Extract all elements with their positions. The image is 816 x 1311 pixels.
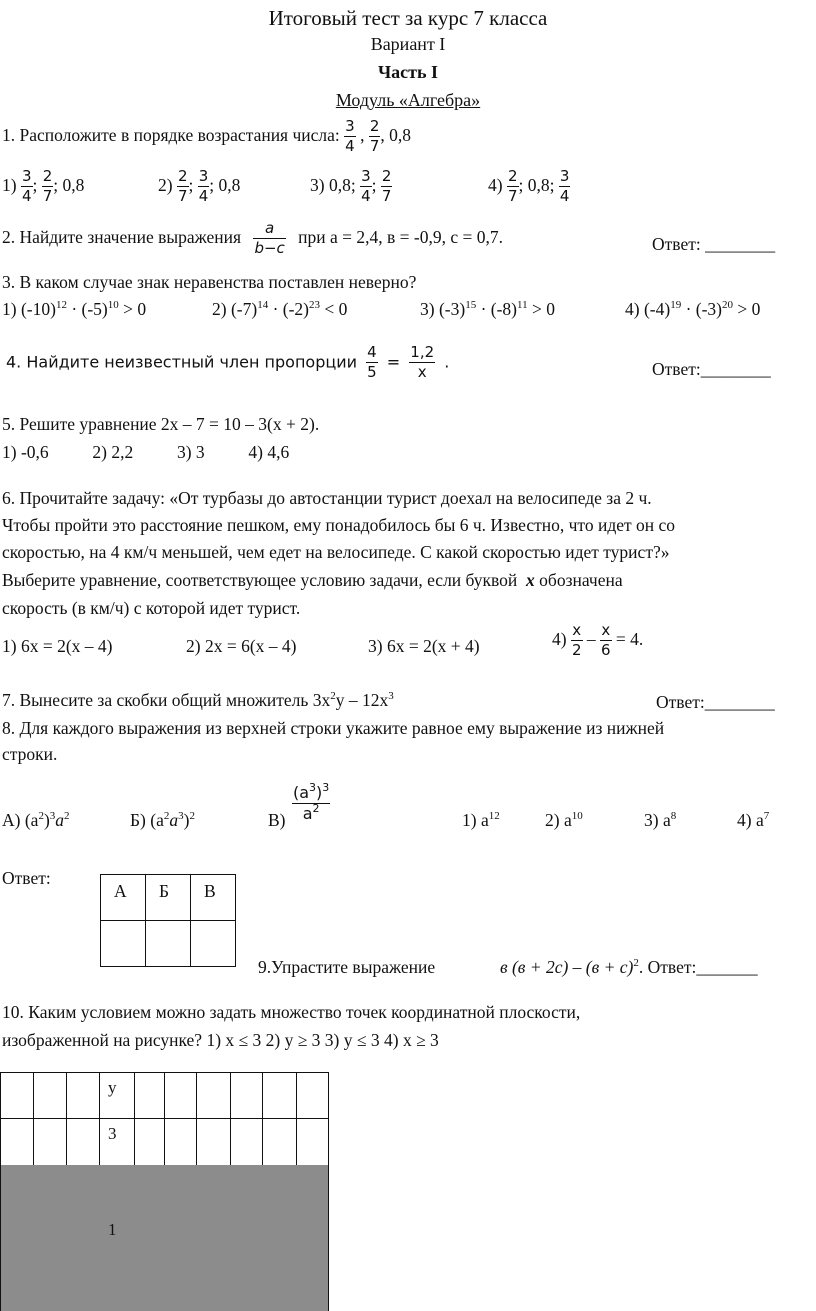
variant-label: Вариант I <box>370 34 446 54</box>
grid-cell <box>99 1072 135 1119</box>
grid-cell <box>0 1261 34 1311</box>
question-8-line-2: строки. <box>2 744 58 764</box>
grid-cell <box>134 1118 165 1166</box>
coordinate-grid <box>0 1072 330 1311</box>
question-8-line-1: 8. Для каждого выражения из верхней строки укажите равное ему выражение из нижней <box>2 718 665 738</box>
question-4-answer[interactable]: Ответ:________ <box>652 359 771 379</box>
grid-label-3: 3 <box>108 1124 117 1143</box>
answer-header-v: В <box>191 875 236 921</box>
grid-cell <box>66 1118 100 1166</box>
question-6-option-2: 2) 2x = 6(x – 4) <box>186 636 297 656</box>
grid-cell <box>99 1118 135 1166</box>
question-3-option-2: 2) $(-7)^{14} \cdot (-2)^{23} < 0$ <box>212 299 348 319</box>
question-8-result-3: 3) $a^8$ <box>644 810 677 830</box>
question-6-line-2: Чтобы пройти это расстояние пешком, ему понадобилось бы 6 ч. Известно, что идет он со <box>2 515 676 535</box>
grid-cell <box>0 1165 34 1214</box>
question-4: 4. Найдите неизвестный член пропорции $\frac{4}{5}$ = $\frac{1,2}{x}$ . <box>6 343 450 382</box>
grid-cell <box>0 1213 34 1262</box>
question-8-answer-table <box>100 874 236 967</box>
question-8-item-a: А) $(a^2)^3a^2$ <box>2 810 70 830</box>
question-6-option-1: 1) 6x = 2(x – 4) <box>2 636 113 656</box>
grid-cell <box>196 1261 231 1311</box>
grid-cell <box>134 1213 165 1262</box>
question-6-option-3: 3) 6x = 2(x + 4) <box>368 636 480 656</box>
grid-cell <box>296 1165 329 1214</box>
grid-cell <box>296 1261 329 1311</box>
grid-cell <box>99 1165 135 1214</box>
question-1-option-1: 1) $\frac{3}{4}$ ; $\frac{2}{7}$ ; 0,8 <box>2 167 85 206</box>
grid-cell <box>99 1261 135 1311</box>
grid-cell <box>164 1261 197 1311</box>
grid-cell <box>33 1261 67 1311</box>
answer-cell-v[interactable] <box>191 921 236 967</box>
question-8-item-v: В) <box>268 810 286 830</box>
question-6-line-1: 6. Прочитайте задачу: «От турбазы до автостанции турист доехал на велосипеде за 2 ч. <box>2 488 652 508</box>
grid-cell <box>0 1118 34 1166</box>
grid-cell <box>0 1072 34 1119</box>
grid-cell <box>230 1165 263 1214</box>
question-8-item-b: Б) $(a^2a^3)^2$ <box>130 810 195 830</box>
question-8-result-2: 2) $a^{10}$ <box>545 810 583 830</box>
question-9: 9.Упрастите выражение <box>258 957 436 977</box>
grid-cell <box>230 1261 263 1311</box>
grid-cell <box>33 1118 67 1166</box>
question-5: 5. Решите уравнение 2x – 7 = 10 – 3(x + 2). <box>2 414 320 434</box>
grid-cell <box>296 1118 329 1166</box>
question-8-result-4: 4) $a^7$ <box>737 810 770 830</box>
grid-cell <box>33 1165 67 1214</box>
grid-cell <box>164 1072 197 1119</box>
part-label: Часть I <box>377 62 439 82</box>
grid-cell <box>164 1118 197 1166</box>
question-7: 7. Вынесите за скобки общий множитель $3x^2y - 12x^3$ <box>2 690 394 710</box>
grid-label-1: 1 <box>108 1220 117 1239</box>
grid-cell <box>33 1213 67 1262</box>
question-3-option-4: 4) $(-4)^{19} \cdot (-3)^{20} > 0$ <box>625 299 761 319</box>
grid-cell <box>296 1072 329 1119</box>
grid-y-label: y <box>108 1078 117 1097</box>
question-6-line-3: скоростью, на 4 км/ч меньшей, чем едет на велосипеде. С какой скоростью идет турист?» <box>2 542 670 562</box>
question-7-answer[interactable]: Ответ:________ <box>656 692 775 712</box>
grid-cell <box>196 1165 231 1214</box>
grid-cell <box>262 1118 297 1166</box>
grid-cell <box>99 1213 135 1262</box>
grid-cell <box>66 1165 100 1214</box>
question-3-option-3: 3) $(-3)^{15} \cdot (-8)^{11} > 0$ <box>420 299 555 319</box>
grid-cell <box>230 1213 263 1262</box>
grid-cell <box>164 1213 197 1262</box>
grid-cell <box>262 1072 297 1119</box>
question-6-line-5: скорость (в км/ч) с которой идет турист. <box>2 598 301 618</box>
grid-cell <box>196 1072 231 1119</box>
grid-cell <box>134 1261 165 1311</box>
answer-cell-a[interactable] <box>101 921 146 967</box>
answer-cell-b[interactable] <box>146 921 191 967</box>
grid-cell <box>164 1165 197 1214</box>
grid-cell <box>296 1213 329 1262</box>
question-10-line-1: 10. Каким условием можно задать множество точек координатной плоскости, <box>2 1002 581 1022</box>
question-10-line-2: изображенной на рисунке? 1) x ≤ 3 2) y ≥ 3 3) y ≤ 3 4) x ≥ 3 <box>2 1030 439 1050</box>
question-2: 2. Найдите значение выражения $\frac{a}{b-c}$ при a = 2,4, в = -0,9, c = 0,7. <box>2 219 503 258</box>
grid-cell <box>196 1118 231 1166</box>
question-1-option-4: 4) $\frac{2}{7}$ ; 0,8; $\frac{3}{4}$ <box>488 167 570 206</box>
answer-header-a: А <box>101 875 146 921</box>
question-8-result-1: 1) $a^{12}$ <box>462 810 500 830</box>
grid-cell <box>134 1165 165 1214</box>
grid-cell <box>262 1261 297 1311</box>
grid-cell <box>262 1165 297 1214</box>
question-6-line-4: Выберите уравнение, соответствующее условию задачи, если буквой x обозначена <box>2 570 623 590</box>
grid-cell <box>230 1118 263 1166</box>
grid-cell <box>66 1213 100 1262</box>
module-label: Модуль «Алгебра» <box>335 90 481 110</box>
grid-cell <box>196 1213 231 1262</box>
page-title: Итоговый тест за курс 7 класса <box>268 6 548 30</box>
answer-header-b: Б <box>146 875 191 921</box>
question-9-expression: в $(в + 2с) - (в + с)^2$. Ответ:_______ <box>500 957 758 977</box>
question-8-item-v-fraction: $\frac{(a^3)^3}{a^2}$ <box>293 781 330 824</box>
question-1-option-2: 2) $\frac{2}{7}$ ; $\frac{3}{4}$ ; 0,8 <box>158 167 241 206</box>
question-2-answer[interactable]: Ответ: ________ <box>652 234 776 254</box>
grid-cell <box>134 1072 165 1119</box>
grid-cell <box>230 1072 263 1119</box>
grid-cell <box>33 1072 67 1119</box>
question-3-option-1: 1) $(-10)^{12} \cdot (-5)^{10} > 0$ <box>2 299 147 319</box>
question-5-options: 1) -0,6 2) 2,2 3) 3 4) 4,6 <box>2 442 290 462</box>
question-1-option-3: 3) 0,8; $\frac{3}{4}$ ; $\frac{2}{7}$ <box>310 167 392 206</box>
grid-cell <box>262 1213 297 1262</box>
grid-cell <box>66 1261 100 1311</box>
question-3: 3. В каком случае знак неравенства поставлен неверно? <box>2 272 417 292</box>
grid-cell <box>66 1072 100 1119</box>
question-1: 1. Расположите в порядке возрастания числа: $\frac{3}{4}$ , $\frac{2}{7}$ , 0,8 <box>2 117 411 156</box>
question-6-option-4: 4) $\frac{x}{2}$ – $\frac{x}{6}$ = 4. <box>552 621 644 660</box>
question-8-answer-label: Ответ: <box>2 868 51 888</box>
